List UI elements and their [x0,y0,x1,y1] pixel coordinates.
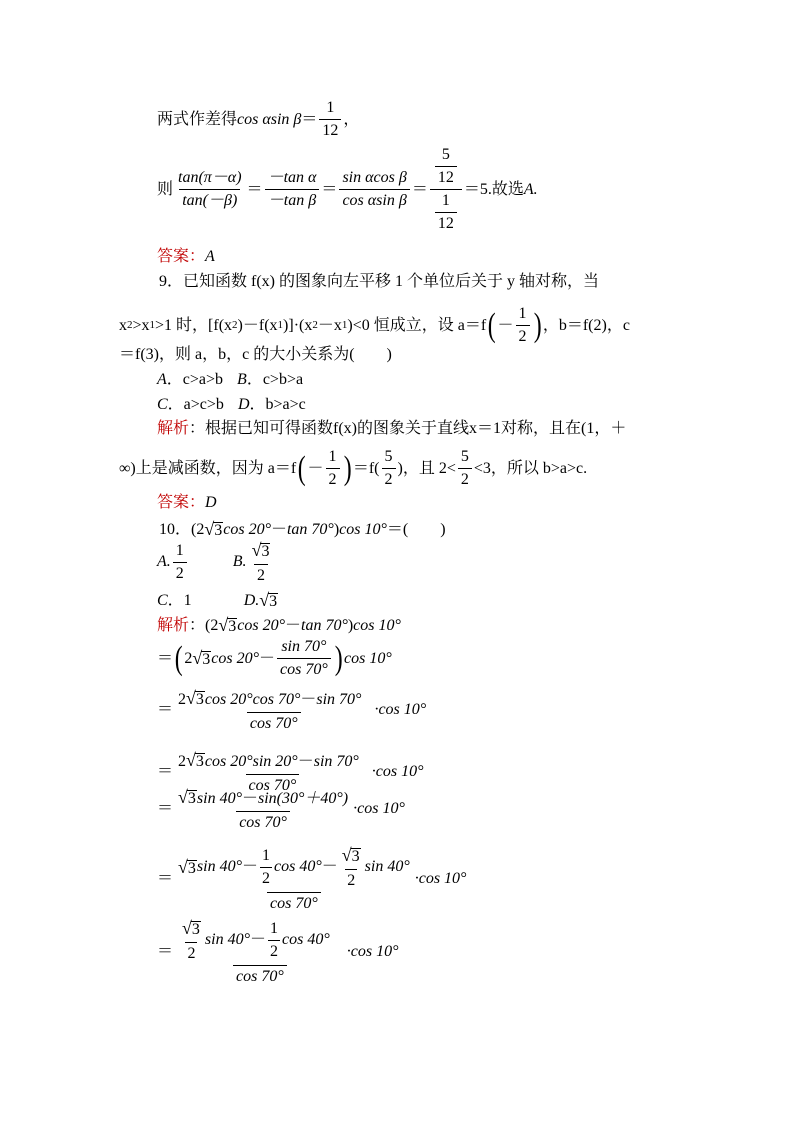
denominator: cos 70° [277,658,331,678]
answer-label: 答案： [157,494,206,511]
sqrt: √ 3 [186,688,204,708]
q10-options-ab [157,541,275,584]
denominator: 2 [260,867,272,887]
fraction [319,100,341,139]
text: ，b＝f(2)，c [542,316,630,334]
choice: A. [523,180,538,198]
denominator: 2 [185,942,197,962]
sqrt: √ 3 [182,918,200,938]
text: )<0 恒成立，设 a＝f [347,316,487,334]
radicand: 3 [187,859,196,877]
text: cos 20° [223,520,271,538]
subscript: 2 [127,319,133,331]
left-paren: ( [297,449,306,487]
sqrt: √ 3 [192,647,211,668]
numerator: 5 [460,448,469,465]
q9-line1 [159,274,599,290]
comma: ， [343,110,360,128]
minus: － [258,649,275,667]
text: sin 70° [313,753,359,770]
radicand: 3 [228,618,237,635]
numerator: 1 [175,541,184,559]
sol8-line2 [157,147,538,232]
sqrt: √ 3 [259,590,278,610]
option-label: D. [243,591,260,609]
numerator: 1 [326,99,335,116]
text: 两式作差得 [157,110,238,128]
q9-line2 [119,306,630,345]
denominator: cos 70° [247,712,301,732]
equals: ＝ [157,942,174,960]
minus: － [321,858,338,876]
option-b-fraction [249,541,274,584]
equals: ＝ [157,649,174,667]
option-a-fraction [173,543,187,582]
text: sin 40° [196,858,242,876]
text: >1 时，[f(x [155,316,233,334]
sqrt: √ 3 [204,519,223,539]
subscript: 2 [232,319,238,331]
text: cos 40° [274,858,322,876]
fraction [435,147,457,186]
fraction [277,639,331,678]
fraction [180,919,203,962]
text: 则 [157,180,174,198]
q10-options-cd [157,591,278,611]
minus: － [300,691,317,708]
numerator [175,788,351,811]
fraction [382,449,396,488]
numerator: 1 [328,448,337,465]
numerator [249,541,274,564]
option-label: B [237,371,247,388]
text: 2 [184,649,193,667]
q9-options-cd [157,397,306,413]
compound-fraction [430,147,462,232]
text: cos 10° [344,649,392,667]
numerator: 1 [441,192,450,209]
option-label: A. [157,553,171,571]
denominator: 12 [435,212,457,232]
right-paren: ) [334,639,343,677]
text: 2 [178,691,187,708]
text: －x [317,316,342,334]
question-text: ＝f(3)，则 a，b，c 的大小关系为( ) [119,346,392,363]
right-paren: ) [343,449,352,487]
numerator [175,919,345,965]
numerator [340,846,363,869]
text: >x [132,316,150,334]
minus: － [241,790,258,807]
subscript: 1 [149,319,156,331]
option-label: D [237,396,250,413]
sqrt: √ 3 [251,540,270,560]
fraction [339,170,409,209]
denominator: 12 [435,166,457,186]
option-label: C [157,591,168,609]
minus: － [249,931,266,949]
radicand: 3 [187,790,196,807]
minus: － [307,459,324,477]
minus: － [297,753,314,770]
numerator: 5 [384,448,393,465]
q10-step2 [157,689,426,732]
radicand: 3 [214,522,223,539]
text: )－f(x [237,316,278,334]
denominator: 2 [254,564,268,584]
fraction [175,689,372,732]
text: ·cos 10° [346,942,399,960]
denominator: 2 [268,940,280,960]
numerator: tan(π－α) [178,169,242,186]
equals: ＝ [157,869,174,887]
numerator [175,689,372,712]
fraction [260,848,272,887]
question-text: 9．已知函数 f(x) 的图象向左平移 1 个单位后关于 y 轴对称，当 [159,273,599,290]
text: ＝f( [352,459,380,477]
subscript: 2 [312,319,318,331]
q9-line3 [119,347,392,363]
text: )，且 2< [397,459,456,477]
denominator: －tan β [265,189,319,209]
radicand: 3 [191,921,200,938]
q10-step1 [157,639,392,678]
numerator: 1 [262,846,270,864]
text: cos 10° [353,616,401,634]
text: ∞)上是减函数，因为 a＝f [119,459,297,477]
numerator: －tan α [267,169,317,186]
text: sin(30°＋40°) [258,790,349,807]
q10-step6 [157,919,398,985]
radicand: 3 [195,691,204,708]
radicand: 3 [195,753,204,770]
text: x [119,316,127,334]
numerator [430,147,462,189]
radicand: 3 [269,593,278,610]
text: cos 10° [339,520,387,538]
text: ：(2 [189,616,219,634]
text: cos 20° [211,649,259,667]
text: ＝( ) [386,520,446,538]
equals: ＝ [321,180,338,198]
radicand: 3 [261,543,270,560]
right-paren: ) [533,306,542,344]
q10-analysis-line0 [157,616,401,636]
numerator [180,919,203,942]
numerator: sin αcos β [342,169,407,186]
text: tan 70° [301,616,348,634]
fraction [268,921,280,960]
text: ·cos 10° [353,800,405,818]
text: 10．(2 [159,520,205,538]
denominator: 2 [173,562,187,582]
text: ) [347,616,354,634]
minus: － [270,520,287,538]
option-d: ．b>a>c [249,396,306,413]
text: ＝5.故选 [463,180,524,198]
numerator: 5 [441,146,450,163]
equals: ＝ [157,701,174,719]
denominator: 2 [516,325,530,345]
fraction [175,170,245,209]
text: ·cos 10° [374,701,427,719]
text: ·cos 10° [371,763,424,781]
numerator: sin 70° [281,638,327,655]
answer-value: A [205,248,215,265]
fraction [175,919,345,985]
radicand: 3 [202,650,211,668]
option-label: A [157,371,167,388]
text: )]·(x [283,316,313,334]
option-c: ．1 [167,591,192,609]
equals: ＝ [157,800,174,818]
q10-stem [159,520,446,540]
option-a: ．c>a>b [166,371,224,388]
text: cos 20° [237,616,285,634]
radicand: 3 [351,848,360,865]
option-b: ．c>b>a [246,371,304,388]
subscript: 1 [277,319,284,331]
equals: ＝ [411,180,428,198]
denominator: cos 70° [246,774,300,794]
sqrt: √ 3 [341,845,360,865]
sqrt: √ 3 [218,615,237,635]
q9-options-ab [157,372,303,388]
numerator: 1 [270,919,278,937]
text: <3，所以 b>a>c. [473,459,588,477]
denominator: tan(－β) [179,189,240,209]
expr: cos αsin β [237,110,302,128]
answer-label: 答案： [157,248,206,265]
left-paren: ( [487,306,496,344]
q10-step5 [157,846,466,912]
text: cos 20°cos 70° [204,691,301,708]
denominator: cos αsin β [339,189,409,209]
text: sin 40° [196,790,242,807]
text: ·cos 10° [414,869,467,887]
denominator: 2 [326,468,340,488]
fraction [435,193,457,232]
fraction [340,846,363,889]
denominator [430,189,462,232]
denominator: 12 [319,119,341,139]
denominator: 2 [345,869,357,889]
text: ) [333,520,340,538]
analysis-label: 解析 [157,420,190,437]
fraction [326,449,340,488]
minus: － [284,616,301,634]
denominator: 2 [458,468,472,488]
fraction [175,788,351,831]
text: sin 70° [316,691,362,708]
denominator: cos 70° [236,811,290,831]
denominator: cos 70° [267,892,321,912]
analysis-label: 解析 [157,616,190,634]
fraction [458,449,472,488]
text: sin 40° [364,858,410,876]
denominator: 2 [382,468,396,488]
text: sin 40° [204,931,250,949]
minus: － [241,858,258,876]
text: cos 40° [282,931,330,949]
denominator: cos 70° [233,965,287,985]
q10-step4 [157,788,405,831]
q9-analysis-line1 [157,421,626,437]
sqrt: √ 3 [178,856,196,877]
subscript: 1 [341,319,348,331]
equals: ＝ [301,110,318,128]
q9-analysis-line2 [119,449,587,488]
numerator: 1 [518,305,527,322]
equals: ＝ [157,763,174,781]
minus: － [497,316,514,334]
left-paren: ( [174,639,183,677]
text: cos 20°sin 20° [204,753,298,770]
numerator [175,846,413,892]
option-c: ．a>c>b [167,396,224,413]
text: tan 70° [286,520,334,538]
option-label: C [157,396,168,413]
numerator [175,751,370,774]
answer-value: D [205,494,217,511]
analysis-text: ：根据已知可得函数f(x)的图象关于直线x＝1对称，且在(1，＋ [189,420,627,437]
fraction [265,170,320,209]
sqrt: √ 3 [178,787,196,807]
option-label: B. [232,553,247,571]
sol8-line1 [157,100,359,139]
q9-answer [157,495,217,511]
text: 2 [178,753,187,770]
sol8-answer [157,249,215,265]
fraction [516,306,530,345]
fraction [175,846,413,912]
sqrt: √ 3 [186,750,204,770]
equals: ＝ [246,180,263,198]
